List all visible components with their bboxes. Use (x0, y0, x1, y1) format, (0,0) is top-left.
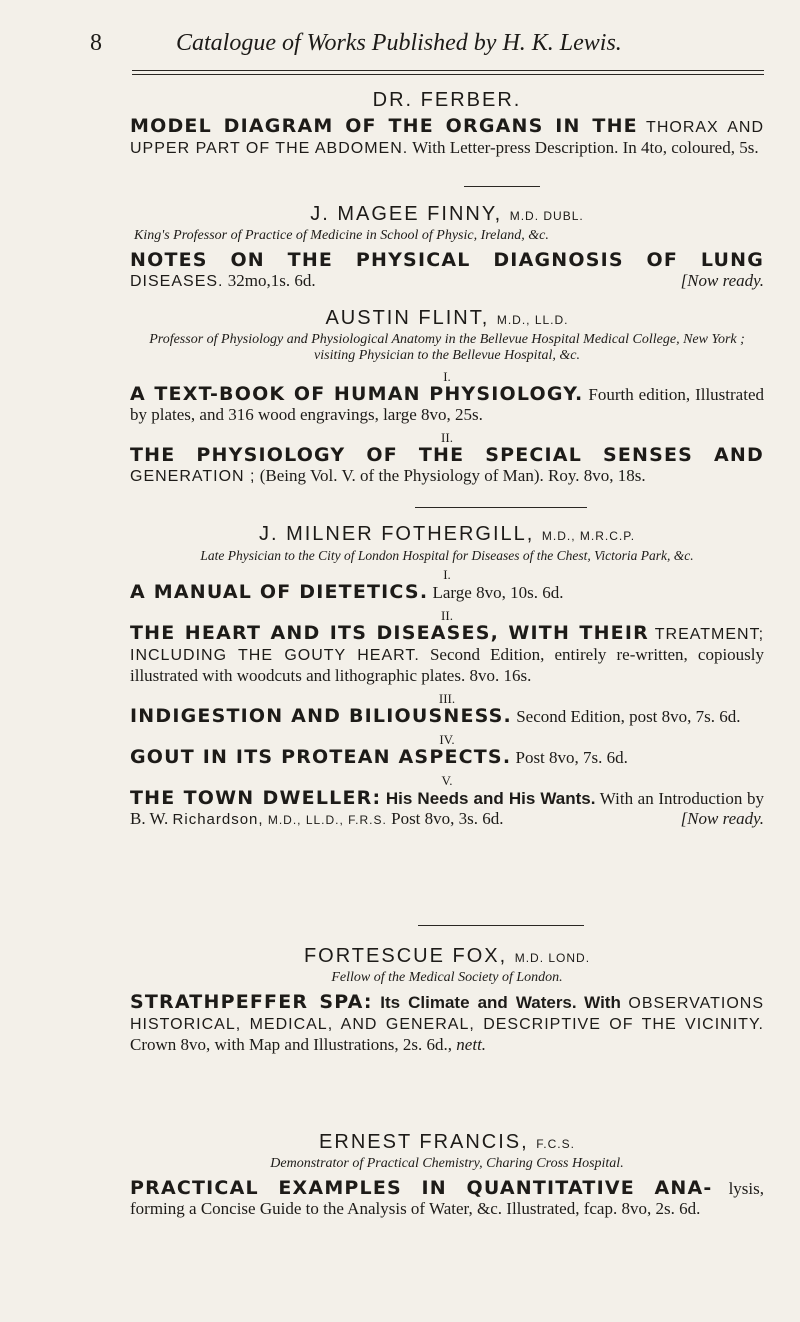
book-description: 32mo,1s. 6d. (227, 271, 316, 290)
author-heading (130, 1130, 764, 1156)
separator-rule (464, 186, 540, 187)
author-heading (130, 522, 764, 548)
contributor-credentials: M.D., LL.D., F.R.S. (267, 813, 387, 827)
book-listing (130, 706, 764, 727)
catalogue-entry (130, 944, 764, 1055)
item-numeral: II. (441, 608, 453, 623)
item-numeral: I. (443, 567, 451, 582)
book-description: Crown 8vo, with Map and Illustrations, 2s. 6d., (130, 1035, 453, 1054)
book-listing (130, 623, 764, 686)
book-listing (130, 747, 764, 768)
book-listing (130, 788, 764, 830)
contributor-name: Richardson, (172, 811, 264, 828)
item-numeral: III. (438, 691, 456, 706)
author-affiliation: Late Physician to the City of London Hospital for Diseases of the Chest, Victoria Park, &c. (200, 548, 694, 563)
running-header (0, 0, 800, 60)
book-listing (130, 445, 764, 487)
book-description: Large 8vo, 10s. 6d. (432, 583, 564, 602)
page-number: 8 (90, 30, 102, 56)
book-subtitle: THORAX AND UPPER PART OF THE ABDOMEN. (130, 119, 764, 157)
separator-rule (418, 925, 584, 926)
header-rule (132, 74, 764, 75)
book-subtitle: GENERATION ; (130, 468, 256, 485)
book-title: STRATHPEFFER SPA: (130, 991, 373, 1013)
book-subtitle: TREATMENT; INCLUDING THE GOUTY HEART. (130, 626, 765, 664)
book-title: INDIGESTION AND BILIOUSNESS. (130, 705, 512, 727)
author-credentials: M.D., M.R.C.P. (541, 529, 636, 543)
author-credentials: M.D. DUBL. (509, 209, 584, 223)
author-name: DR. FERBER. (372, 89, 522, 111)
book-description-continued: Post 8vo, 3s. 6d. (391, 809, 504, 828)
book-listing (130, 384, 764, 425)
author-heading (130, 202, 764, 228)
book-title: PRACTICAL EXAMPLES IN QUANTITATIVE ANA- (130, 1177, 713, 1199)
running-title: Catalogue of Works Published by H. K. Lewis. (176, 30, 622, 56)
author-affiliation: King's Professor of Practice of Medicine in School of Physic, Ireland, &c. (134, 228, 549, 243)
book-title: THE PHYSIOLOGY OF THE SPECIAL SENSES AND (130, 444, 764, 466)
book-title: THE TOWN DWELLER: (130, 787, 382, 809)
book-title-continued: Its Climate and Waters. (380, 993, 577, 1012)
availability-note: [Now ready. (680, 271, 764, 290)
book-title: MODEL DIAGRAM OF THE ORGANS IN THE (130, 115, 638, 137)
catalogue-entry (130, 522, 764, 830)
book-listing (130, 116, 764, 159)
book-description: With an Introduction by B. W. (130, 789, 764, 828)
catalogue-entry (130, 1130, 764, 1219)
book-description: With Letter-press Description. In 4to, coloured, 5s. (412, 138, 759, 157)
catalogue-entry (130, 88, 764, 159)
book-title: NOTES ON THE PHYSICAL DIAGNOSIS OF LUNG (130, 249, 764, 271)
author-credentials: M.D., LL.D. (496, 313, 569, 327)
author-affiliation: Professor of Physiology and Physiological Anatomy in the Bellevue Hospital Medical College, New York ; visiting Physician to the Bellevue Hospital, &c. (149, 332, 745, 363)
book-listing (130, 250, 764, 292)
book-title-continued: With (584, 993, 621, 1012)
book-title: THE HEART AND ITS DISEASES, WITH THEIR (130, 622, 649, 644)
book-description: Post 8vo, 7s. 6d. (515, 748, 628, 767)
book-description: Second Edition, post 8vo, 7s. 6d. (516, 707, 741, 726)
availability-note: [Now ready. (680, 809, 764, 828)
author-name: J. MILNER FOTHERGILL, (258, 523, 535, 545)
book-description: Second Edition, entirely re-written, copiously illustrated with woodcuts and lithographic plates. 8vo. 16s. (130, 645, 764, 685)
author-heading (130, 944, 764, 970)
catalogue-entry (130, 202, 764, 292)
book-title: A TEXT-BOOK OF HUMAN PHYSIOLOGY. (130, 383, 584, 405)
item-numeral: II. (441, 430, 453, 445)
author-heading (130, 306, 764, 332)
author-affiliation: Demonstrator of Practical Chemistry, Charing Cross Hospital. (270, 1156, 624, 1171)
book-description: (Being Vol. V. of the Physiology of Man). Roy. 8vo, 18s. (259, 466, 646, 485)
book-subtitle: OBSERVATIONS HISTORICAL, MEDICAL, AND GENERAL, DESCRIPTIVE OF THE VICINITY. (130, 995, 764, 1033)
book-title-continued: His Needs and His Wants. (385, 789, 596, 808)
book-subtitle: DISEASES. (130, 273, 224, 290)
book-title: GOUT IN ITS PROTEAN ASPECTS. (130, 746, 512, 768)
item-numeral: I. (443, 369, 451, 384)
price-note: nett. (456, 1035, 487, 1054)
book-listing (130, 1178, 764, 1219)
book-description: lysis, forming a Concise Guide to the Analysis of Water, &c. Illustrated, fcap. 8vo, 2s. 6d. (130, 1179, 764, 1218)
author-name: J. MAGEE FINNY, (310, 203, 503, 225)
author-affiliation: Fellow of the Medical Society of London. (331, 970, 563, 985)
item-numeral: V. (441, 773, 453, 788)
book-listing (130, 992, 764, 1055)
book-description: Fourth edition, Illustrated by plates, and 316 wood engravings, large 8vo, 25s. (130, 385, 764, 424)
author-name: ERNEST FRANCIS, (319, 1131, 529, 1153)
separator-rule (415, 507, 587, 508)
catalogue-entry (130, 306, 764, 487)
author-name: FORTESCUE FOX, (303, 945, 508, 967)
book-listing (130, 582, 764, 603)
author-credentials: F.C.S. (536, 1137, 575, 1151)
author-name: AUSTIN FLINT, (325, 307, 490, 329)
author-credentials: M.D. LOND. (514, 951, 591, 965)
item-numeral: IV. (439, 732, 455, 747)
header-rule (132, 70, 764, 71)
book-title: A MANUAL OF DIETETICS. (130, 581, 429, 603)
